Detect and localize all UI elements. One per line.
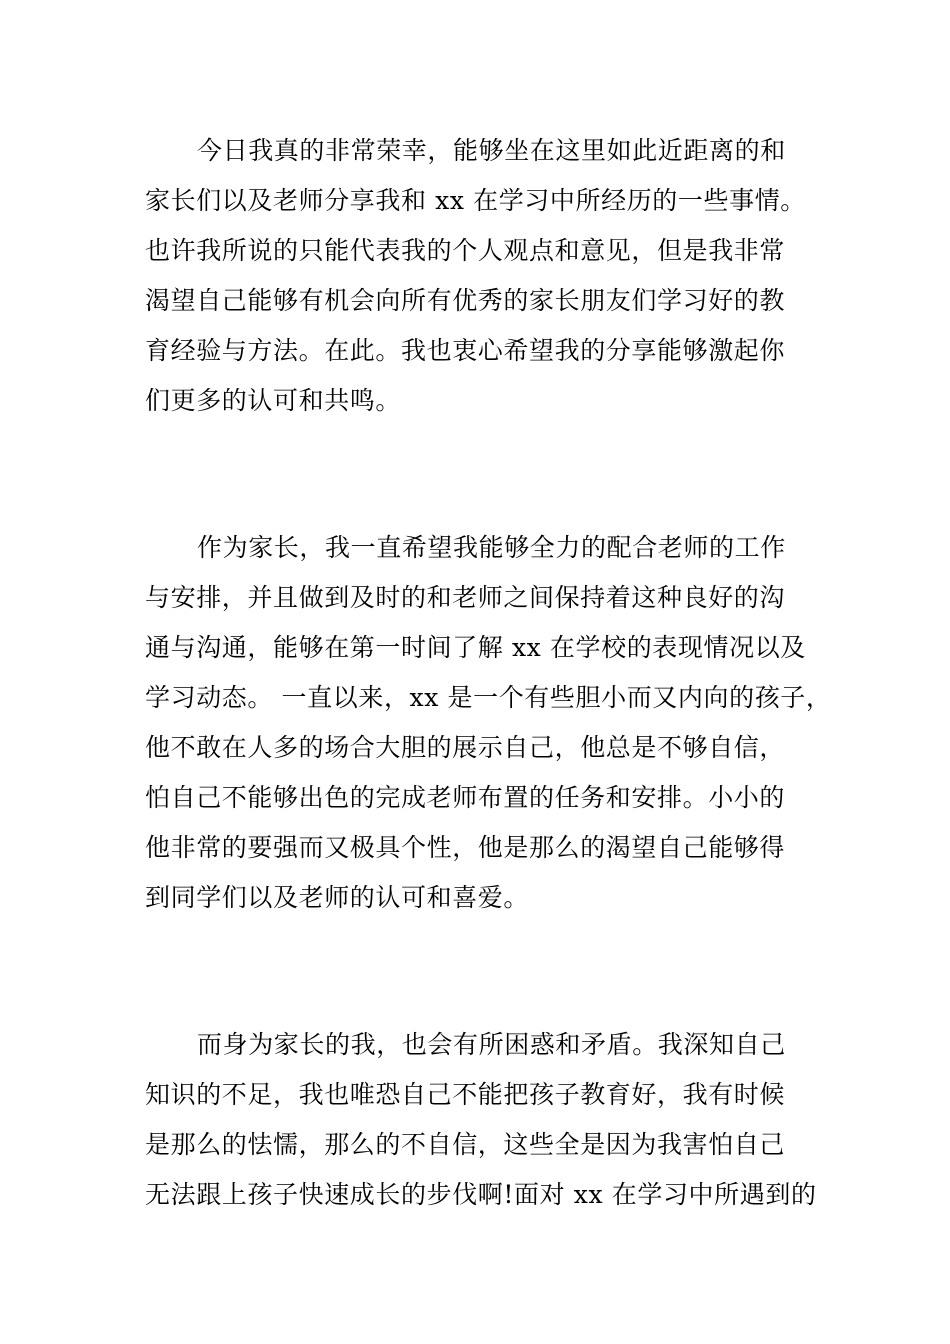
- paragraph-3: [145, 1020, 825, 1220]
- paragraph-line: 今日我真的非常荣幸，能够坐在这里如此近距离的和: [197, 136, 786, 165]
- paragraph-line: 作为家长，我一直希望我能够全力的配合老师的工作: [197, 533, 786, 562]
- paragraph-2: [145, 523, 832, 923]
- paragraph-line: 而身为家长的我，也会有所困惑和矛盾。我深知自己: [197, 1030, 786, 1059]
- paragraph-line: 怕自己不能够出色的完成老师布置的任务和安排。小小的: [145, 783, 786, 812]
- paragraph-line: 与安排，并且做到及时的和老师之间保持着这种良好的沟: [145, 583, 786, 612]
- paragraph-line: 他非常的要强而又极具个性，他是那么的渴望自己能够得: [145, 833, 786, 862]
- paragraph-line: 通与沟通，能够在第一时间了解 xx 在学校的表现情况以及: [145, 633, 806, 662]
- paragraph-line: 育经验与方法。在此。我也衷心希望我的分享能够激起你: [145, 336, 786, 365]
- paragraph-line: 知识的不足，我也唯恐自己不能把孩子教育好，我有时候: [145, 1080, 786, 1109]
- paragraph-line: 家长们以及老师分享我和 xx 在学习中所经历的一些事情。: [145, 186, 806, 215]
- paragraph-line: 他不敢在人多的场合大胆的展示自己，他总是不够自信，: [145, 733, 786, 762]
- paragraph-line: 学习动态。 一直以来，xx 是一个有些胆小而又内向的孩子，: [145, 683, 832, 712]
- paragraph-line: 渴望自己能够有机会向所有优秀的家长朋友们学习好的教: [145, 286, 786, 315]
- paragraph-line: 也许我所说的只能代表我的个人观点和意见，但是我非常: [145, 236, 786, 265]
- paragraph-line: 是那么的怯懦，那么的不自信，这些全是因为我害怕自己: [145, 1130, 786, 1159]
- paragraph-line: 无法跟上孩子快速成长的步伐啊!面对 xx 在学习中所遇到的: [145, 1180, 817, 1209]
- paragraph-line: 们更多的认可和共鸣。: [145, 386, 402, 415]
- paragraph-1: [145, 126, 825, 426]
- paragraph-line: 到同学们以及老师的认可和喜爱。: [145, 883, 530, 912]
